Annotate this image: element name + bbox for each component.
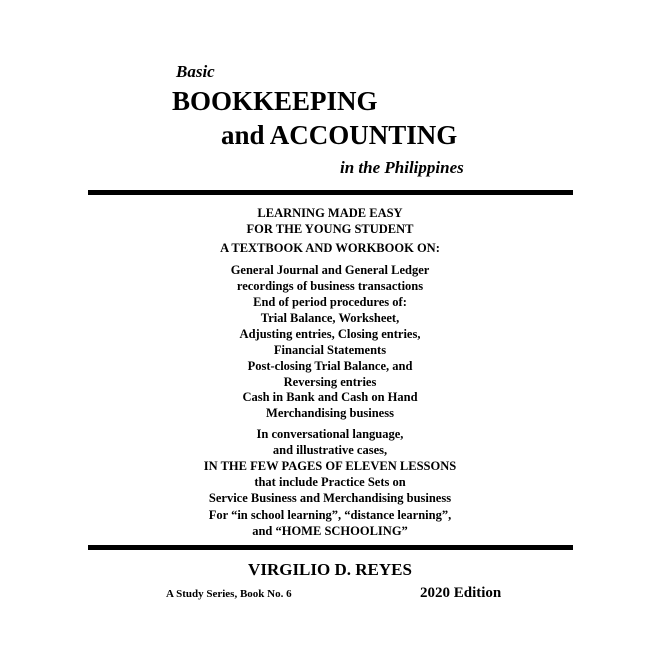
topic-line: General Journal and General Ledger [230, 263, 430, 277]
tagline-line: FOR THE YOUNG STUDENT [246, 222, 414, 236]
topic-line: End of period procedures of: [253, 295, 407, 309]
cash-block [130, 389, 530, 421]
audience-block [130, 507, 530, 539]
topics-block [130, 262, 530, 390]
audience-line: For “in school learning”, “distance learning”, [208, 508, 452, 522]
title-basic: Basic [176, 62, 215, 81]
title-accounting: and ACCOUNTING [221, 120, 458, 150]
top-divider [88, 190, 573, 195]
textbook-heading-block [130, 240, 530, 256]
language-line: that include Practice Sets on [254, 475, 406, 489]
bottom-divider [88, 545, 573, 550]
tagline-block [130, 205, 530, 237]
topic-line: Adjusting entries, Closing entries, [239, 327, 421, 341]
cash-line: Merchandising business [266, 406, 394, 420]
topic-line: recordings of business transactions [236, 279, 424, 293]
tagline-line: LEARNING MADE EASY [257, 206, 403, 220]
topic-line: Financial Statements [273, 343, 387, 357]
edition-label: 2020 Edition [420, 585, 502, 601]
language-line: Service Business and Merchandising business [208, 491, 452, 505]
title-bookkeeping: BOOKKEEPING [172, 86, 378, 116]
language-line: IN THE FEW PAGES OF ELEVEN LESSONS [203, 459, 457, 473]
language-block [130, 426, 530, 506]
cash-line: Cash in Bank and Cash on Hand [242, 390, 418, 404]
audience-line: and “HOME SCHOOLING” [252, 524, 408, 538]
topic-line: Post-closing Trial Balance, and [247, 359, 413, 373]
topic-line: Reversing entries [283, 375, 377, 389]
language-line: In conversational language, [256, 427, 404, 441]
author-name: VIRGILIO D. REYES [248, 560, 412, 579]
textbook-heading: A TEXTBOOK AND WORKBOOK ON: [220, 241, 440, 255]
language-line: and illustrative cases, [272, 443, 388, 457]
topic-line: Trial Balance, Worksheet, [260, 311, 400, 325]
title-philippines: in the Philippines [340, 158, 464, 177]
series-label: A Study Series, Book No. 6 [166, 588, 292, 600]
